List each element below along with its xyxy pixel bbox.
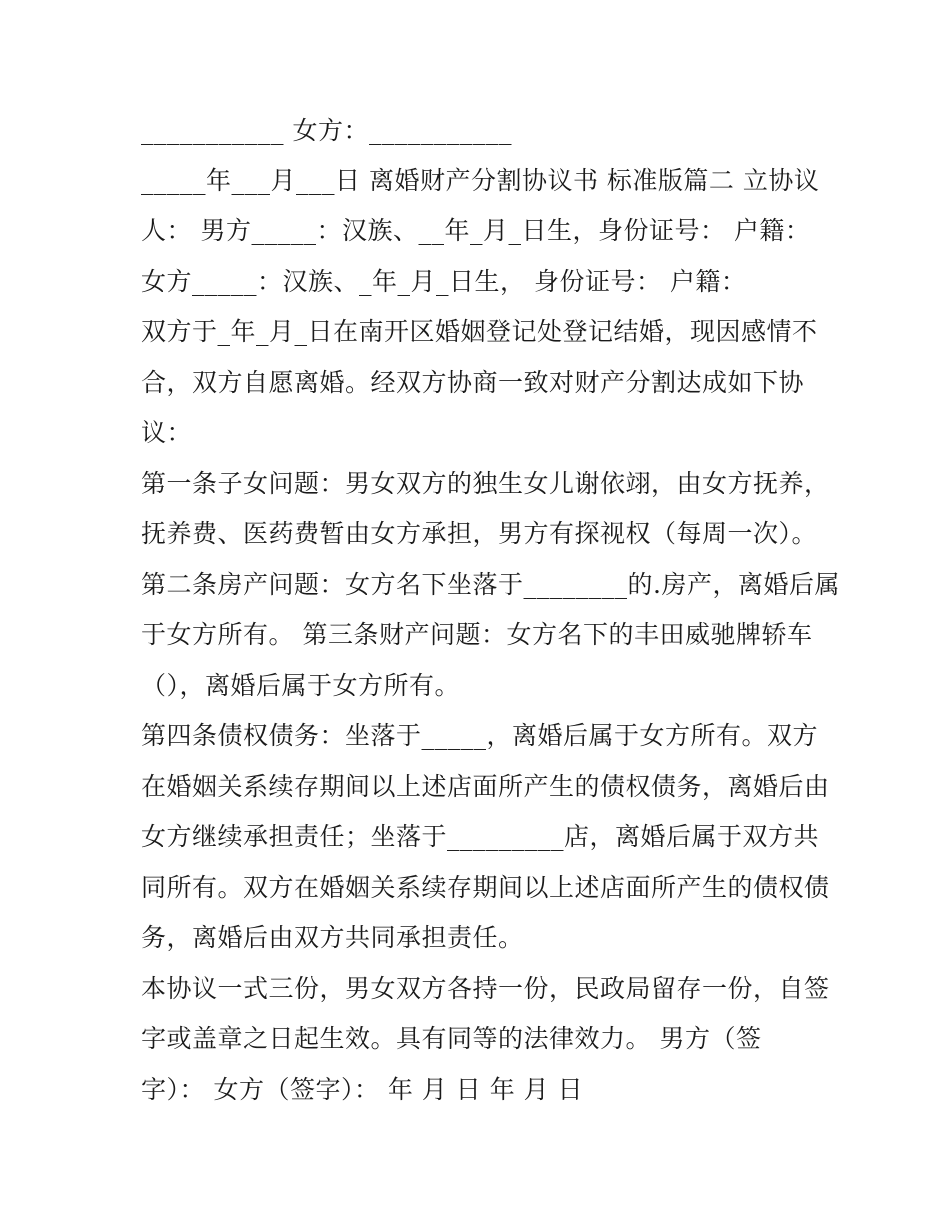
text-line: 议：: [141, 418, 193, 447]
text-line: _____年___月___日 离婚财产分割协议书 标准版篇二 立协议: [141, 166, 820, 195]
text-line: 女方继续承担责任；坐落于_________店，离婚后属于双方共: [141, 822, 820, 851]
text-line: 于女方所有。 第三条财产问题：女方名下的丰田威驰牌轿车: [141, 620, 813, 649]
text-line: （），离婚后属于女方所有。: [141, 671, 461, 700]
text-line: 人： 男方_____：汉族、__年_月_日生，身份证号： 户籍：: [141, 216, 811, 245]
text-line: 字或盖章之日起生效。具有同等的法律效力。 男方（签: [141, 1024, 762, 1053]
text-line: 在婚姻关系续存期间以上述店面所产生的债权债务，离婚后由: [141, 772, 830, 801]
text-line: 第二条房产问题：女方名下坐落于________的.房产，离婚后属: [141, 570, 840, 599]
text-line: 第一条子女问题：男女双方的独生女儿谢依翊，由女方抚养，: [141, 469, 830, 498]
text-line: 本协议一式三份，男女双方各持一份，民政局留存一份，自签: [141, 974, 830, 1003]
text-line: ___________ 女方：___________: [141, 116, 512, 145]
text-line: 抚养费、医药费暂由女方承担，男方有探视权（每周一次）。: [141, 519, 818, 548]
text-line: 务，离婚后由双方共同承担责任。: [141, 923, 524, 952]
text-line: 女方_____：汉族、_年_月_日生， 身份证号： 户籍：: [141, 267, 747, 296]
text-line: 第四条债权债务：坐落于_____，离婚后属于女方所有。双方: [141, 721, 819, 750]
text-line: 合，双方自愿离婚。经双方协商一致对财产分割达成如下协: [141, 368, 805, 397]
text-line: 字）： 女方（签字）： 年 月 日 年 月 日: [141, 1075, 584, 1104]
text-line: 同所有。双方在婚姻关系续存期间以上述店面所产生的债权债: [141, 873, 830, 902]
text-line: 双方于_年_月_日在南开区婚姻登记处登记结婚，现因感情不: [141, 317, 818, 346]
